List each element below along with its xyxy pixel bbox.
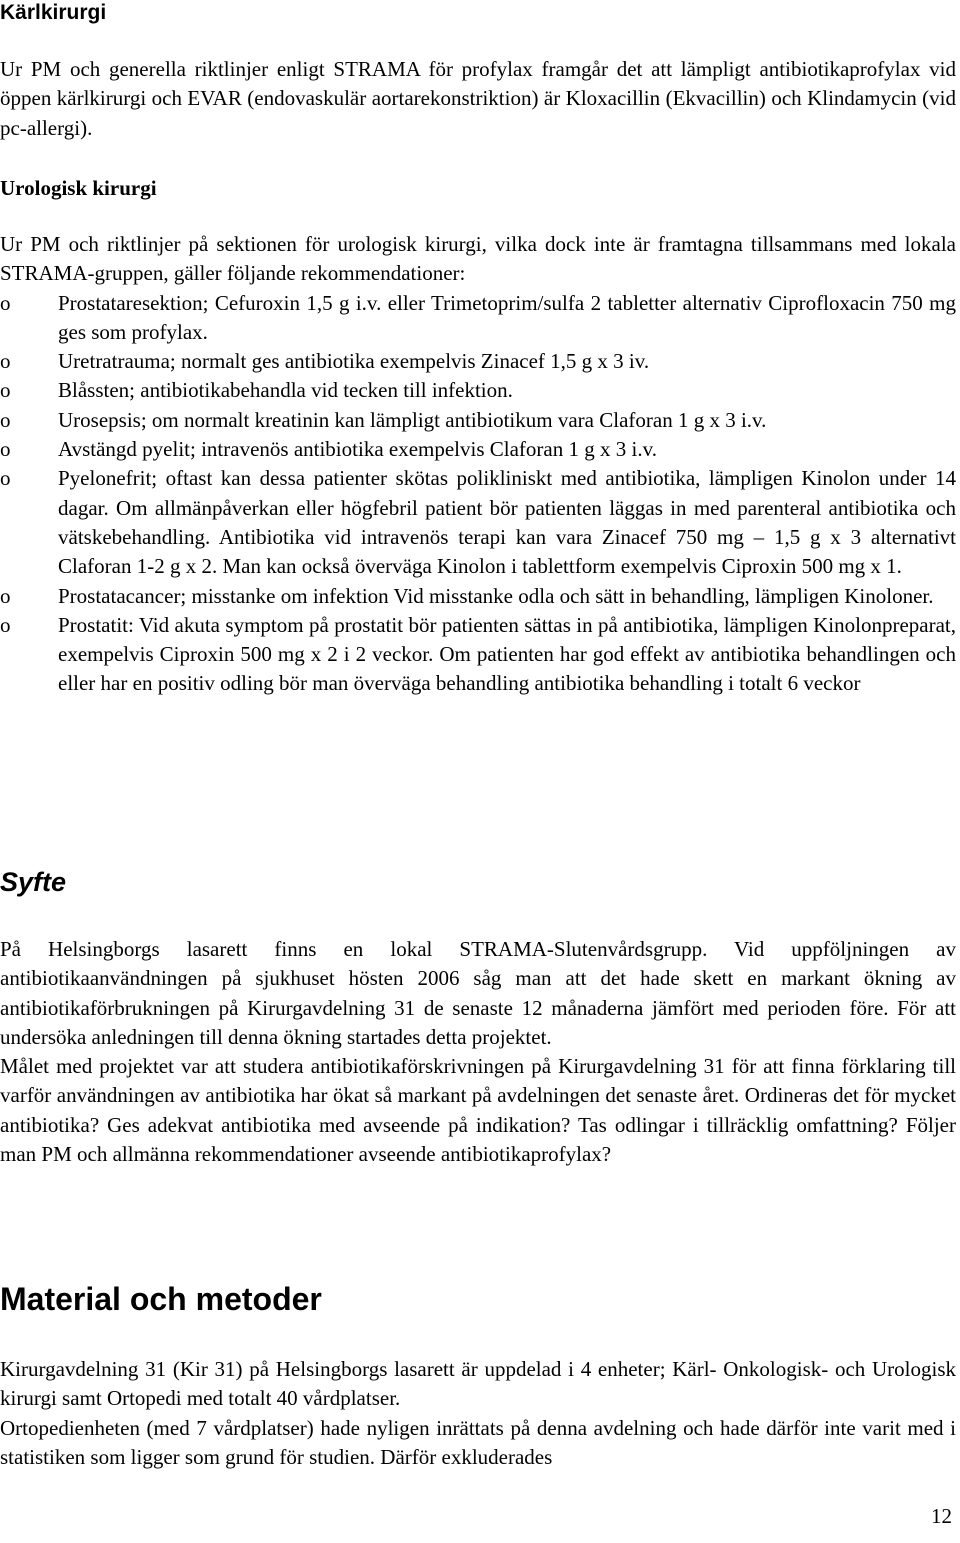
list-item: o Uretratrauma; normalt ges antibiotika exempelvis Zinacef 1,5 g x 3 iv. — [0, 347, 956, 376]
bullet-marker: o — [0, 290, 11, 315]
material-block — [0, 1355, 956, 1472]
list-item: o Blåssten; antibiotikabehandla vid tecken till infektion. — [0, 376, 956, 405]
list-item: o Prostataresektion; Cefuroxin 1,5 g i.v. eller Trimetoprim/sulfa 2 tabletter alternativ Ciprofloxacin 750 mg ges som profylax. — [0, 290, 956, 344]
material-paragraph-2: Ortopedienheten (med 7 vårdplatser) hade nyligen inrättats på denna avdelning och hade därför inte varit med i statistiken som ligger som grund för studien. Därför exkluderades — [0, 1415, 956, 1469]
syfte-paragraph-2: Målet med projektet var att studera antibiotikaförskrivningen på Kirurgavdelning 31 för att finna förklaring till varför användningen av antibiotika har ökat så markant på avdelningen det senaste året. Ordineras det för mycket antibiotika? Ges adekvat antibiotika med avseende på indikation? Tas odlingar i tillräcklig omfattning? Följer man PM och allmänna rekommendationer avseende antibiotikaprofylax? — [0, 1054, 956, 1167]
bullet-marker: o — [0, 407, 11, 432]
karlkirurgi-text: Ur PM och generella riktlinjer enligt STRAMA för profylax framgår det att lämpligt antibiotikaprofylax vid öppen kärlkirurgi och EVAR (endovaskulär aortarekonstriktion) är Kloxacillin (Ekvacillin) och Klindamycin (vid pc-allergi). — [0, 57, 956, 140]
syfte-paragraph-1: På Helsingborgs lasarett finns en lokal STRAMA-Slutenvårdsgrupp. Vid uppföljningen av antibiotikaanvändningen på sjukhuset hösten 2006 såg man att det hade skett en markant ökning av antibiotikaförbrukningen på Kirurgavdelning 31 de senaste 12 månaderna jämfört med perioden före. För att undersöka anledningen till denna ökning startades detta projektet. — [0, 937, 956, 1049]
heading-urologisk-kirurgi: Urologisk kirurgi — [0, 176, 157, 200]
urologisk-intro: Ur PM och riktlinjer på sektionen för urologisk kirurgi, vilka dock inte är framtagna tillsammans med lokala STRAMA-gruppen, gäller följande rekommendationer: — [0, 232, 956, 286]
page-number: 12 — [931, 1504, 952, 1528]
heading-karlkirurgi: Kärlkirurgi — [0, 1, 107, 24]
recommendation-list — [0, 289, 956, 699]
urologisk-block — [0, 230, 956, 699]
bullet-marker: o — [0, 612, 11, 637]
bullet-marker: o — [0, 378, 11, 403]
paragraph-karlkirurgi — [0, 55, 956, 143]
list-item: o Urosepsis; om normalt kreatinin kan lämpligt antibiotikum vara Claforan 1 g x 3 i.v. — [0, 406, 956, 435]
heading-material-och-metoder: Material och metoder — [0, 1281, 322, 1317]
list-item: o Prostatit: Vid akuta symptom på prostatit bör patienten sättas in på antibiotika, lämpligen Kinolonpreparat, exempelvis Ciproxin 500 mg x 2 i 2 veckor. Om patienten har god effekt av antibiotika behandlingen och eller har en positiv odling bör man överväga behandling antibiotika behandling i totalt 6 veckor — [0, 612, 956, 696]
list-item: o Prostatacancer; misstanke om infektion Vid misstanke odla och sätt in behandling, lämpligen Kinoloner. — [0, 582, 956, 611]
list-item: o Avstängd pyelit; intravenös antibiotika exempelvis Claforan 1 g x 3 i.v. — [0, 435, 956, 464]
bullet-marker: o — [0, 583, 11, 608]
bullet-marker: o — [0, 466, 11, 491]
material-paragraph-1: Kirurgavdelning 31 (Kir 31) på Helsingborgs lasarett är uppdelad i 4 enheter; Kärl- Onkologisk- och Urologisk kirurgi samt Ortopedi med totalt 40 vårdplatser. — [0, 1357, 956, 1411]
list-item: o Pyelonefrit; oftast kan dessa patienter skötas polikliniskt med antibiotika, lämpligen Kinolon under 14 dagar. Om allmänpåverkan eller högfebril patient bör patienten läggas in med parenteral antibiotika och vätskebehandling. Antibiotika vid intravenös terapi kan vara Zinacef 750 mg – 1,5 g x 3 alternativt Claforan 1-2 g x 2. Man kan också överväga Kinolon i tablettform exempelvis Ciproxin 500 mg x 1. — [0, 466, 956, 579]
bullet-marker: o — [0, 349, 11, 374]
syfte-block — [0, 935, 956, 1169]
heading-syfte: Syfte — [0, 867, 67, 897]
bullet-marker: o — [0, 437, 11, 462]
